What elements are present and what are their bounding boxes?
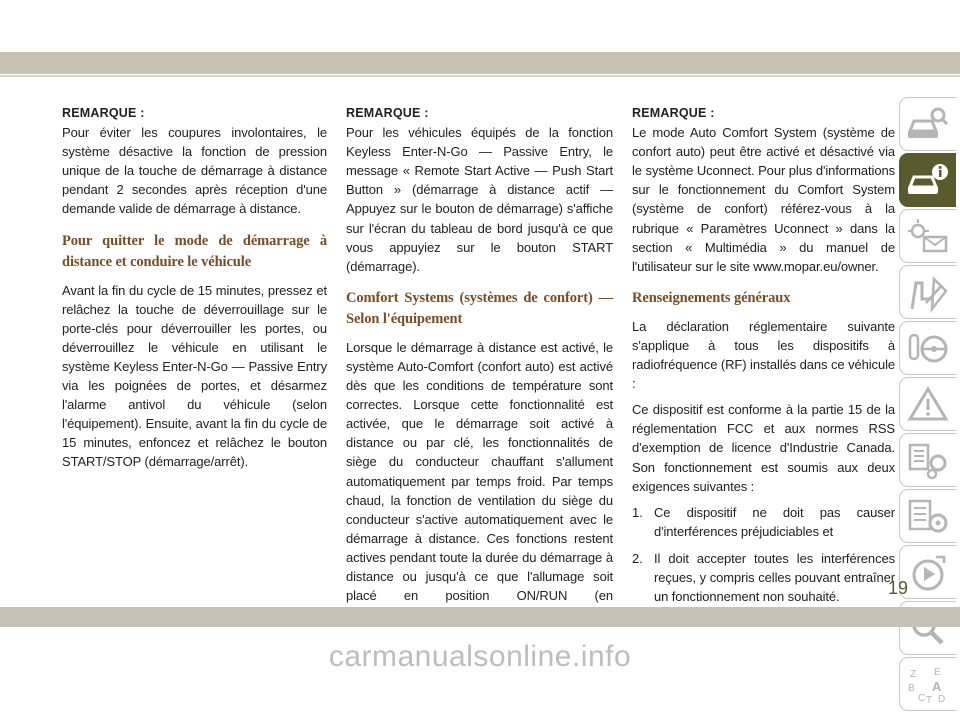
page-number: 19 — [887, 578, 908, 598]
list-item — [632, 549, 895, 606]
warning-lights-icon — [906, 217, 950, 257]
tab-servicing-and-maintenance[interactable] — [899, 433, 956, 487]
section-heading: Comfort Systems (systèmes de confort) — Selon l'équipement — [346, 289, 613, 327]
tab-getting-to-know[interactable] — [899, 153, 956, 207]
specifications-icon — [906, 497, 950, 537]
section-heading: Renseignements généraux — [632, 289, 791, 306]
maintenance-gears-icon — [906, 441, 950, 481]
list-text: Il doit accepter toutes les interférences reçues, y compris celles pouvant entraîner un fonctionnement non souhaité. — [654, 550, 895, 605]
bottom-band — [0, 607, 960, 627]
note-label: REMARQUE : — [632, 106, 715, 120]
section-heading: Pour quitter le mode de démarrage à distance et conduire le véhicule — [62, 232, 327, 270]
note-label: REMARQUE : — [62, 106, 145, 120]
column-right — [632, 104, 895, 614]
top-band — [0, 52, 960, 74]
tab-technical-specifications[interactable] — [899, 489, 956, 543]
index-letter: B — [908, 683, 915, 694]
note-text: Pour éviter les coupures involontaires, le système désactive la fonction de pression unique de la touche de démarrage à distance pendant 2 secondes après réception d'une demande valide de démarrage à distance. — [62, 125, 327, 217]
column-left — [62, 104, 327, 479]
paragraph: Ce dispositif est conforme à la partie 15 de la réglementation FCC et aux normes RSS d'exemption de licence d'Industrie Canada. Son fonctionnement est soumis aux deux exigences suivantes : — [632, 402, 895, 494]
list-item — [632, 503, 895, 541]
index-letter: E — [934, 667, 941, 678]
top-band-line — [0, 75, 960, 77]
tab-vehicle-overview[interactable] — [899, 97, 956, 151]
tab-safety[interactable] — [899, 265, 956, 319]
list-text: Ce dispositif ne doit pas causer d'interférences préjudiciables et — [654, 504, 895, 539]
list-number: 1. — [632, 504, 643, 520]
airbag-seat-icon — [906, 273, 950, 313]
tab-starting-and-operating[interactable] — [899, 321, 956, 375]
column-middle — [346, 104, 613, 631]
index-letter: C — [918, 693, 926, 704]
car-info-icon — [906, 161, 950, 201]
paragraph: Lorsque le démarrage à distance est activé, le système Auto-Comfort (confort auto) est activé dès que les conditions de température sont correctes. Lorsque cette fonctionnalité est activée, que le démarrage soit activé à distance ou par clé, les fonctionnalités de siège du conducteur chauffant s'allument automatiquement par temps froid. Par temps chaud, la fonction de ventilation du siège du conducteur s'active automatiquement avec le démarrage à distance. Ces fonctions restent actives pendant toute la durée du démarrage à distance ou jusqu'à ce que l'allumage soit placé en position ON/RUN (en — [346, 339, 613, 604]
index-letter: D — [938, 694, 946, 705]
warning-triangle-icon — [906, 385, 950, 425]
steering-wheel-icon — [906, 329, 950, 369]
note-text: Le mode Auto Comfort System (système de confort auto) peut être activé et désactivé via le système Uconnect. Pour plus d'informations sur le fonctionnement du Comfort System (système de confort) référez-vous à la rubrique « Paramètres Uconnect » dans la section « Multimédia » du manuel de l'utilisateur sur le site www.mopar.eu/owner. — [632, 125, 895, 274]
multimedia-icon — [906, 553, 950, 593]
requirements-list — [632, 503, 895, 606]
note-text: Pour les véhicules équipés de la fonction Keyless Enter-N-Go — Passive Entry, le message « Remote Start Active — Push Start Button » (démarrage à distance actif — Appuyez sur le bouton de démarrage) s'affiche sur l'écran du tableau de bord jusqu'à ce que vous appuyiez sur le bouton START (démarrage). — [346, 125, 613, 274]
tab-in-case-of-emergency[interactable] — [899, 377, 956, 431]
index-letter: A — [932, 679, 942, 694]
index-letter: T — [926, 695, 933, 705]
car-with-magnifier-icon — [906, 105, 950, 145]
tab-instrument-panel[interactable] — [899, 209, 956, 263]
paragraph: La déclaration réglementaire suivante s'applique à tous les dispositifs à radiofréquence (RF) installés dans ce véhicule : — [632, 318, 895, 392]
watermark: carmanualsonline.info — [328, 640, 632, 673]
index-letter: Z — [910, 669, 917, 680]
paragraph: Avant la fin du cycle de 15 minutes, pressez et relâchez la touche de déverrouillage sur le porte-clés pour déverrouiller les portes, ou déverrouillez le véhicule en utilisant le système Keyless Enter-N-Go — Passive Entry via les poignées de portes, et désarmez l'alarme antivol du véhicule (selon l'équipement). Ensuite, avant la fin du cycle de 15 minutes, enfoncez et relâchez le bouton START/STOP (démarrage/arrêt). — [62, 282, 327, 470]
list-number: 2. — [632, 550, 643, 566]
note-label: REMARQUE : — [346, 106, 429, 120]
